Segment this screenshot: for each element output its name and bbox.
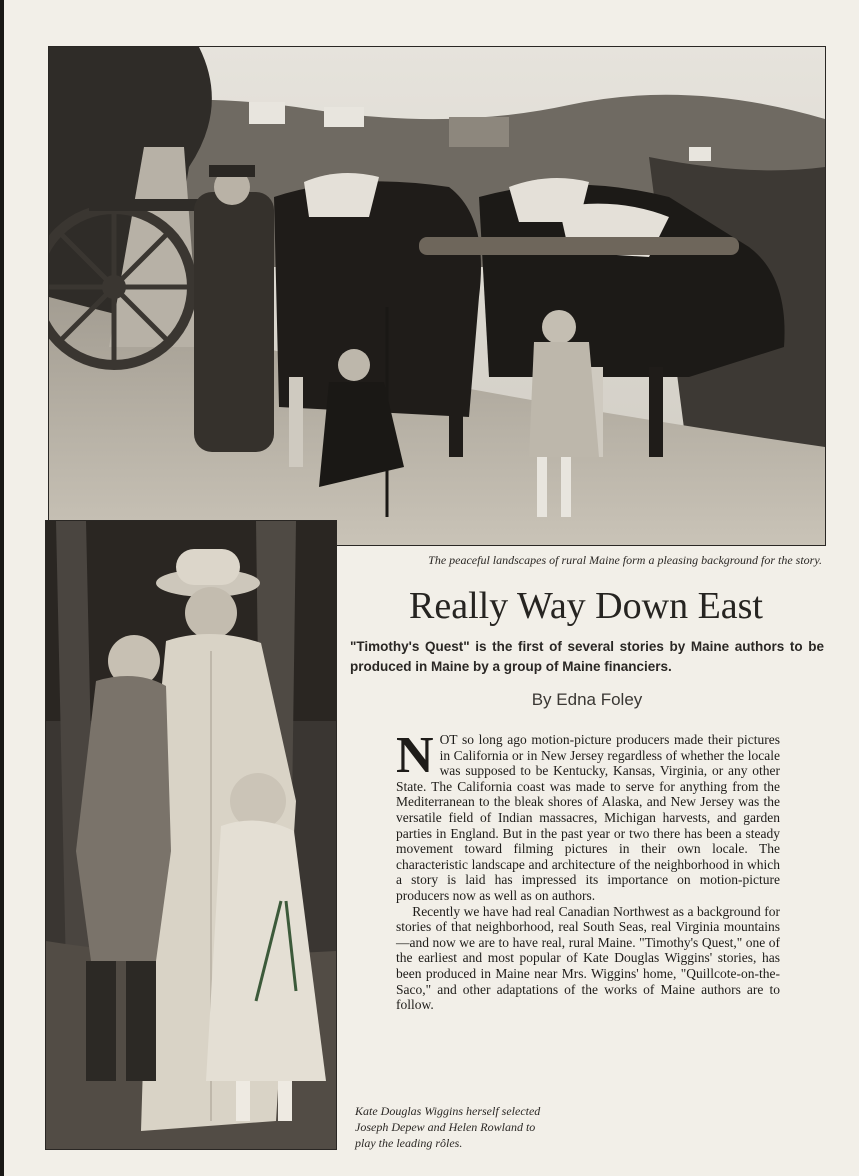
drop-cap: N [396, 727, 434, 784]
bottom-photo-portrait-group [45, 520, 337, 1150]
bottom-photo-caption: Kate Douglas Wiggins herself selected Joseph Depew and Helen Rowland to play the leading rôles. [355, 1104, 541, 1150]
top-photo-rural-ox-cart [48, 46, 826, 546]
article-headline: Really Way Down East [408, 585, 763, 627]
article-paragraph-2: Recently we have had real Canadian Northwest as a background for stories of that neighborhood, real South Seas, real Virginia mountains—and now we are to have real, rural Maine. "Timothy's Quest," one of the earliest and most popular of Kate Douglas Wiggins' stories, has been produced in Maine near Mrs. Wiggins' home, "Quillcote-on-the-Saco," and other adaptations of the works of Maine authors are to follow. [396, 903, 780, 1013]
top-photo-caption: The peaceful landscapes of rural Maine form a pleasing background for the story. [428, 553, 822, 567]
portrait-group-photo-icon [46, 521, 336, 1149]
article-subhead: "Timothy's Quest" is the first of several stories by Maine authors to be produced in Maine by a group of Maine financiers. [350, 639, 824, 674]
rural-ox-cart-photo-icon [49, 47, 825, 545]
page-edge [0, 0, 4, 1176]
article-paragraph-1 [396, 727, 780, 904]
article-byline: By Edna Foley [531, 690, 643, 709]
article-body [396, 727, 780, 1013]
article-paragraph-1-text: OT so long ago motion-picture producers made their pictures in California or in New Jersey regardless of whether the locale was supposed to be Kentucky, Kansas, Virginia, or any other State. The California coast was made to serve for anything from the Mediterranean to the bleak shores of Alaska, and New Jersey was the versatile field of Indian massacres, Michigan harvests, and garden parties in England. But in the past year or two there has been a steady movement toward filming pictures in their own locale. The characteristic landscape and architecture of the neighborhood in which a story is laid has impressed its importance on motion-picture producers now as well as on authors. [396, 732, 780, 903]
